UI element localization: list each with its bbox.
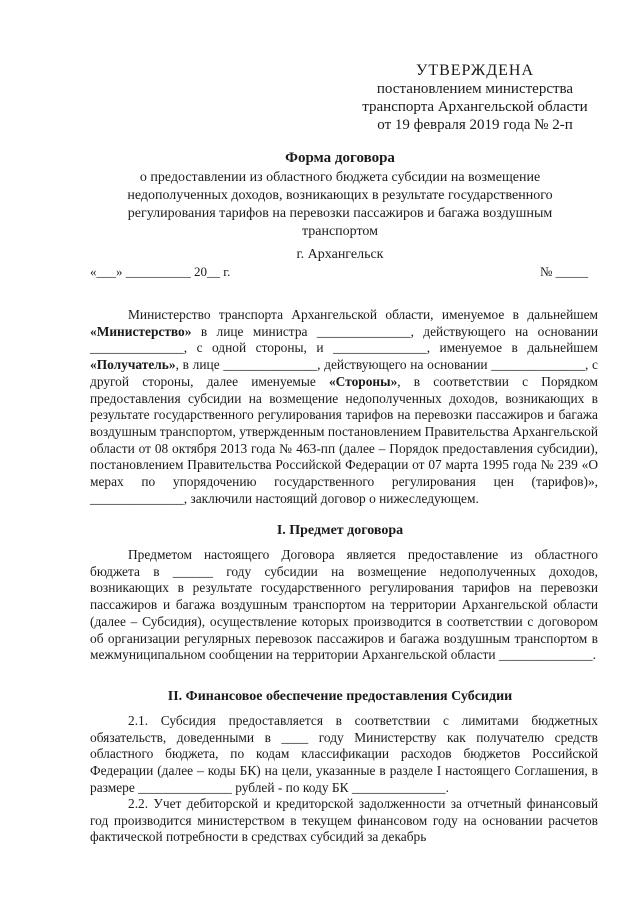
section-1-text: Предметом настоящего Договора является предоставление из областного бюджета в ______ году субсидии на возмещение недополученных доходов, возникающих в результате государственного регулирования тарифов на перевозки пассажиров и багажа воздушным транспортом на территории Архангельской области (далее – Субсидия), осуществление которых производится в соответствии с договором об организации регулярных перевозок пассажиров и багажа воздушным транспортом в межмуниципальном сообщении на территории Архангельской области ______________. <box>90 547 598 663</box>
contract-number: № _____ <box>540 264 589 279</box>
approval-title: УТВЕРЖДЕНА <box>415 62 534 79</box>
section-2-title: II. Финансовое обеспечение предоставления Субсидии <box>167 689 513 704</box>
preamble-paragraph <box>90 307 598 507</box>
party-ministry: «Министерство» <box>90 323 192 339</box>
approval-line: постановлением министерства <box>376 81 574 97</box>
approval-line: транспорта Архангельской области <box>362 99 588 115</box>
city-line: г. Архангельск <box>296 247 384 262</box>
clause-2-1: 2.1. Субсидия предоставляется в соответствии с лимитами бюджетных обязательств, доведенными в ____ году Министерству как получателю средств областного бюджета, по кодам классификации расходов бюджетов Российской Федерации (далее – коды БК) на цели, указанные в разделе I настоящего Соглашения, в размере ______________ рублей - по коду БК ______________. <box>90 713 598 795</box>
clause-2-2: 2.2. Учет дебиторской и кредиторской задолженности за отчетный финансовый год производится министерством в текущем финансовом году на основании расчетов фактической потребности в средствах субсидий за декабрь <box>90 796 598 845</box>
approval-line: от 19 февраля 2019 года № 2-п <box>377 117 573 133</box>
preamble-text: Министерство транспорта Архангельской области, именуемое в дальнейшем <box>128 307 598 322</box>
form-subtitle: о предоставлении из областного бюджета субсидии на возмещение недополученных доходов, возникающих в результате государственного регулирования тарифов на перевозки пассажиров и багажа воздушным транспортом <box>127 170 553 239</box>
approval-stamp <box>330 62 620 134</box>
preamble-text: , в лице ______________, действующего на основании ______________, с другой стороны, далее именуемые <box>90 357 598 389</box>
preamble-text: , в соответствии с Порядком предоставления субсидии на возмещение недополученных доходов, возникающих в результате государственного регулирования тарифов на перевозки пассажиров и багажа воздушным транспортом, утвержденным постановлением Правительства Архангельской области от 08 октября 2013 года № 463-пп (далее – Порядок предоставления субсидии), постановлением Правительства Российской Федерации от 07 марта 1995 года № 239 «О мерах по упорядочению государственного регулирования цен (тарифов)», ______________, заключили настоящий договор о нижеследующем. <box>90 373 598 506</box>
party-sides: «Стороны» <box>328 373 398 389</box>
form-title: Форма договора <box>285 150 395 166</box>
preamble-text: в лице министра ______________, действующего на основании ______________, с одной стороны, и ______________, именуемое в дальнейшем <box>90 323 598 356</box>
date-line: «___» __________ 20__ г. <box>90 264 231 279</box>
section-1-title: I. Предмет договора <box>276 523 404 538</box>
party-recipient: «Получатель» <box>90 357 176 373</box>
